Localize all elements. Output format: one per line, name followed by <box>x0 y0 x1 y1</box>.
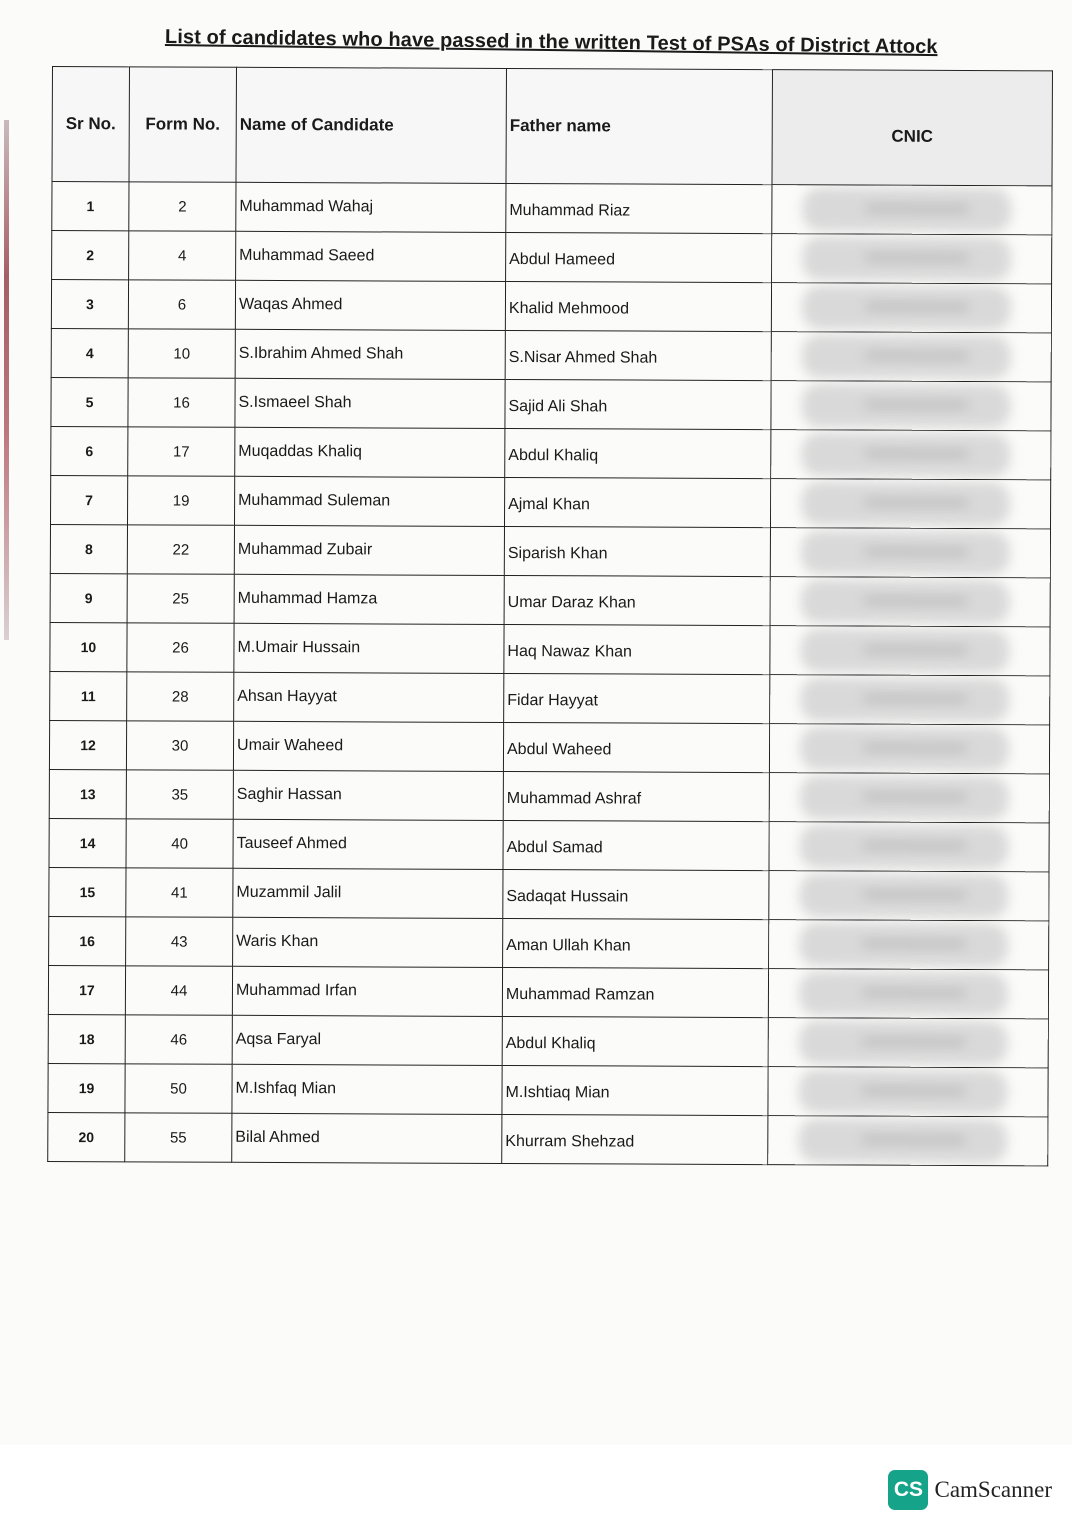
cell-candidate-name: Ahsan Hayyat <box>234 672 504 722</box>
redaction-blur <box>801 432 1010 477</box>
table-row <box>48 1063 1048 1116</box>
cell-sr-no: 6 <box>51 426 128 475</box>
cell-form-no: 43 <box>126 917 233 966</box>
table-row <box>50 573 1050 626</box>
cell-form-no: 10 <box>128 329 235 378</box>
cell-father-name: Aman Ullah Khan <box>503 918 769 968</box>
cell-father-name: Abdul Hameed <box>506 232 772 282</box>
cell-cnic-redacted <box>770 528 1050 578</box>
redaction-blur-smudge <box>862 842 967 848</box>
cell-sr-no: 3 <box>51 280 128 329</box>
redaction-blur-smudge <box>863 646 968 652</box>
redaction-blur <box>800 775 1009 820</box>
table-row <box>49 867 1049 920</box>
table-body <box>48 182 1052 1166</box>
cell-candidate-name: Waris Khan <box>233 917 503 967</box>
candidates-table <box>47 66 1053 1166</box>
cell-cnic-redacted <box>768 1116 1048 1166</box>
cell-sr-no: 5 <box>51 377 128 426</box>
redaction-blur-smudge <box>863 597 968 603</box>
cell-sr-no: 7 <box>50 475 127 524</box>
cell-father-name: Muhammad Riaz <box>506 183 772 233</box>
cell-cnic-redacted <box>769 871 1049 921</box>
table-row <box>49 769 1049 822</box>
cell-father-name: Siparish Khan <box>504 526 770 576</box>
cell-cnic-redacted <box>768 1018 1048 1068</box>
cell-candidate-name: Muhammad Wahaj <box>236 182 506 232</box>
cell-father-name: Umar Daraz Khan <box>504 575 770 625</box>
redaction-blur <box>799 971 1008 1016</box>
cell-cnic-redacted <box>770 479 1050 529</box>
table-row <box>50 671 1050 724</box>
cell-father-name: M.Ishtiaq Mian <box>502 1065 768 1115</box>
cell-cnic-redacted <box>771 332 1051 382</box>
cell-father-name: Ajmal Khan <box>504 477 770 527</box>
cell-cnic-redacted <box>771 283 1051 333</box>
cell-form-no: 4 <box>129 231 236 280</box>
cell-form-no: 6 <box>128 280 235 329</box>
table-row <box>51 328 1051 381</box>
cell-sr-no: 15 <box>49 867 126 916</box>
camscanner-watermark <box>888 1470 1052 1510</box>
redaction-blur-smudge <box>865 303 970 309</box>
cell-father-name: Abdul Samad <box>503 820 769 870</box>
cell-candidate-name: Waqas Ahmed <box>235 280 505 330</box>
redaction-blur <box>798 1069 1007 1114</box>
redaction-blur-smudge <box>864 499 969 505</box>
cell-father-name: S.Nisar Ahmed Shah <box>505 330 771 380</box>
candidates-table-wrapper <box>47 66 1052 1166</box>
table-row <box>52 182 1052 235</box>
cell-father-name: Khurram Shehzad <box>502 1114 768 1164</box>
cell-sr-no: 13 <box>49 769 126 818</box>
redaction-blur-smudge <box>861 1136 966 1142</box>
cell-form-no: 40 <box>126 819 233 868</box>
redaction-blur <box>799 873 1008 918</box>
redaction-blur-smudge <box>863 744 968 750</box>
table-row <box>50 475 1050 528</box>
cell-father-name: Khalid Mehmood <box>505 281 771 331</box>
redaction-blur <box>799 922 1008 967</box>
cell-sr-no: 10 <box>50 622 127 671</box>
cell-form-no: 17 <box>128 427 235 476</box>
table-row <box>52 231 1052 284</box>
page-title: List of candidates who have passed in the written Test of PSAs of District Attock <box>164 26 938 59</box>
cell-sr-no: 8 <box>50 524 127 573</box>
cell-form-no: 19 <box>127 476 234 525</box>
cell-cnic-redacted <box>770 675 1050 725</box>
cell-form-no: 25 <box>127 574 234 623</box>
binding-edge-mark <box>4 120 9 640</box>
cell-father-name: Muhammad Ramzan <box>502 967 768 1017</box>
cell-candidate-name: M.Umair Hussain <box>234 623 504 673</box>
header-form-no: Form No. <box>129 67 237 182</box>
cell-cnic-redacted <box>772 234 1052 284</box>
redaction-blur <box>800 726 1009 771</box>
cell-cnic-redacted <box>768 969 1048 1019</box>
cell-candidate-name: M.Ishfaq Mian <box>232 1064 502 1114</box>
cell-cnic-redacted <box>769 822 1049 872</box>
cell-form-no: 55 <box>125 1113 232 1162</box>
cell-father-name: Haq Nawaz Khan <box>504 624 770 674</box>
table-header-row <box>52 67 1052 186</box>
cell-cnic-redacted <box>769 773 1049 823</box>
header-sr-no: Sr No. <box>52 67 130 182</box>
table-row <box>50 622 1050 675</box>
cell-candidate-name: Muhammad Suleman <box>234 476 504 526</box>
table-row <box>48 1014 1048 1067</box>
table-row <box>51 377 1051 430</box>
table-row <box>49 818 1049 871</box>
cell-father-name: Fidar Hayyat <box>504 673 770 723</box>
cell-father-name: Sadaqat Hussain <box>503 869 769 919</box>
cell-candidate-name: S.Ibrahim Ahmed Shah <box>235 329 505 379</box>
redaction-blur-smudge <box>862 989 967 995</box>
redaction-blur <box>801 383 1010 428</box>
cell-form-no: 26 <box>127 623 234 672</box>
cell-father-name: Abdul Khaliq <box>502 1016 768 1066</box>
cell-sr-no: 19 <box>48 1063 125 1112</box>
table-row <box>49 720 1049 773</box>
redaction-blur-smudge <box>864 401 969 407</box>
redaction-blur <box>802 236 1011 281</box>
cell-sr-no: 11 <box>50 671 127 720</box>
header-candidate-name: Name of Candidate <box>236 67 506 183</box>
cell-candidate-name: Saghir Hassan <box>233 770 503 820</box>
redaction-blur <box>801 530 1010 575</box>
cell-sr-no: 4 <box>51 328 128 377</box>
redaction-blur <box>799 1020 1008 1065</box>
redaction-blur <box>802 285 1011 330</box>
cell-candidate-name: Muhammad Hamza <box>234 574 504 624</box>
redaction-blur <box>800 824 1009 869</box>
table-row <box>49 916 1049 969</box>
redaction-blur-smudge <box>861 1087 966 1093</box>
cell-father-name: Sajid Ali Shah <box>505 379 771 429</box>
cell-cnic-redacted <box>770 626 1050 676</box>
cell-form-no: 16 <box>128 378 235 427</box>
cell-sr-no: 14 <box>49 818 126 867</box>
cell-sr-no: 1 <box>52 182 129 231</box>
redaction-blur-smudge <box>864 450 969 456</box>
redaction-blur-smudge <box>865 205 970 211</box>
cell-father-name: Abdul Khaliq <box>505 428 771 478</box>
header-cnic: CNIC <box>772 70 1052 186</box>
cell-form-no: 50 <box>125 1064 232 1113</box>
cell-cnic-redacted <box>770 577 1050 627</box>
cell-sr-no: 12 <box>49 720 126 769</box>
cell-form-no: 30 <box>126 721 233 770</box>
cell-candidate-name: Tauseef Ahmed <box>233 819 503 869</box>
redaction-blur-smudge <box>865 254 970 260</box>
cell-candidate-name: Umair Waheed <box>233 721 503 771</box>
cell-form-no: 44 <box>125 966 232 1015</box>
redaction-blur <box>802 187 1011 232</box>
cell-form-no: 28 <box>127 672 234 721</box>
cell-sr-no: 2 <box>52 231 129 280</box>
table-row <box>50 524 1050 577</box>
cell-form-no: 35 <box>126 770 233 819</box>
redaction-blur <box>800 628 1009 673</box>
cell-sr-no: 17 <box>48 965 125 1014</box>
cell-sr-no: 20 <box>48 1112 125 1161</box>
cell-cnic-redacted <box>771 430 1051 480</box>
cell-cnic-redacted <box>771 381 1051 431</box>
redaction-blur <box>798 1118 1007 1163</box>
redaction-blur <box>802 334 1011 379</box>
redaction-blur <box>800 677 1009 722</box>
table-row <box>48 1112 1048 1165</box>
table-row <box>51 426 1051 479</box>
cell-cnic-redacted <box>772 185 1052 235</box>
cell-cnic-redacted <box>768 1067 1048 1117</box>
redaction-blur-smudge <box>862 793 967 799</box>
header-father-name: Father name <box>506 68 772 184</box>
redaction-blur-smudge <box>861 1038 966 1044</box>
cell-father-name: Abdul Waheed <box>503 722 769 772</box>
cell-candidate-name: Muhammad Zubair <box>234 525 504 575</box>
camscanner-logo-icon: CS <box>888 1470 928 1510</box>
redaction-blur <box>801 481 1010 526</box>
cell-form-no: 22 <box>127 525 234 574</box>
cell-candidate-name: Aqsa Faryal <box>232 1015 502 1065</box>
cell-candidate-name: Muzammil Jalil <box>233 868 503 918</box>
cell-candidate-name: S.Ismaeel Shah <box>235 378 505 428</box>
redaction-blur-smudge <box>864 548 969 554</box>
cell-candidate-name: Bilal Ahmed <box>232 1113 502 1163</box>
table-row <box>51 280 1051 333</box>
cell-sr-no: 18 <box>48 1014 125 1063</box>
redaction-blur-smudge <box>864 352 969 358</box>
redaction-blur-smudge <box>862 940 967 946</box>
camscanner-label: CamScanner <box>934 1477 1052 1502</box>
table-row <box>48 965 1048 1018</box>
cell-form-no: 41 <box>126 868 233 917</box>
cell-cnic-redacted <box>769 724 1049 774</box>
cell-father-name: Muhammad Ashraf <box>503 771 769 821</box>
cell-sr-no: 9 <box>50 573 127 622</box>
redaction-blur-smudge <box>863 695 968 701</box>
cell-candidate-name: Muqaddas Khaliq <box>235 427 505 477</box>
cell-cnic-redacted <box>769 920 1049 970</box>
cell-candidate-name: Muhammad Saeed <box>236 231 506 281</box>
cell-sr-no: 16 <box>49 916 126 965</box>
redaction-blur <box>801 579 1010 624</box>
cell-candidate-name: Muhammad Irfan <box>232 966 502 1016</box>
redaction-blur-smudge <box>862 891 967 897</box>
cell-form-no: 46 <box>125 1015 232 1064</box>
cell-form-no: 2 <box>129 182 236 231</box>
